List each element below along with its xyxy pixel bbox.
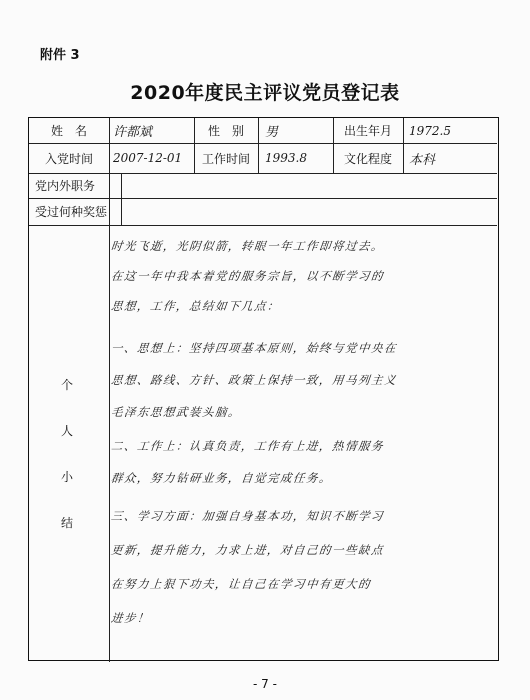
summary-line: 思想、路线、方针、政策上保持一致，用马列主义: [110, 373, 398, 387]
annex-label: 附件 3: [40, 48, 80, 63]
birth-label: 出生年月: [343, 124, 392, 138]
summary-line: 更新，提升能力，力求上进，对自己的一些缺点: [110, 543, 385, 557]
summary-line: 一、思想上：坚持四项基本原则，始终与党中央在: [110, 341, 398, 355]
summary-line: 群众，努力钻研业务，自觉完成任务。: [110, 471, 333, 485]
summary-label-char-3: 小: [61, 470, 74, 484]
join-label: 入党时间: [44, 151, 93, 166]
name-label: 姓 名: [50, 124, 87, 138]
award-value: [127, 198, 487, 225]
summary-line: 毛泽东思想武装头脑。: [110, 405, 242, 419]
summary-line: 三、学习方面：加强自身基本功，知识不断学习: [110, 509, 385, 523]
summary-label-char-1: 个: [61, 378, 74, 392]
award-label: 受过何种奖惩: [35, 205, 108, 219]
page-number: - 7 -: [253, 677, 277, 691]
name-value: 许都斌: [113, 125, 153, 140]
summary-line: 时光飞逝，光阴似箭，转眼一年工作即将过去。: [110, 239, 385, 253]
summary-line: 二、工作上：认真负责，工作有上进，热情服务: [110, 439, 385, 453]
edu-value: 本科: [409, 152, 436, 168]
position-value: [127, 173, 487, 198]
gender-label: 性 别: [207, 124, 244, 138]
work-value: 1993.8: [265, 151, 307, 165]
summary-label-char-2: 人: [61, 424, 74, 438]
form-title: 2020年度民主评议党员登记表: [130, 82, 400, 104]
join-value: 2007-12-01: [113, 151, 183, 165]
gender-value: 男: [265, 125, 279, 140]
position-label: 党内外职务: [35, 179, 96, 193]
summary-line: 在努力上狠下功夫，让自己在学习中有更大的: [110, 577, 372, 591]
summary-line: 进步！: [110, 611, 151, 625]
work-label: 工作时间: [201, 151, 250, 166]
summary-line: 在这一年中我本着党的服务宗旨，以不断学习的: [110, 269, 385, 283]
birth-value: 1972.5: [409, 123, 451, 138]
edu-label: 文化程度: [343, 151, 392, 166]
summary-label-char-4: 结: [61, 516, 74, 530]
summary-line: 思想，工作，总结如下几点：: [110, 299, 281, 313]
registration-form: [28, 117, 499, 661]
